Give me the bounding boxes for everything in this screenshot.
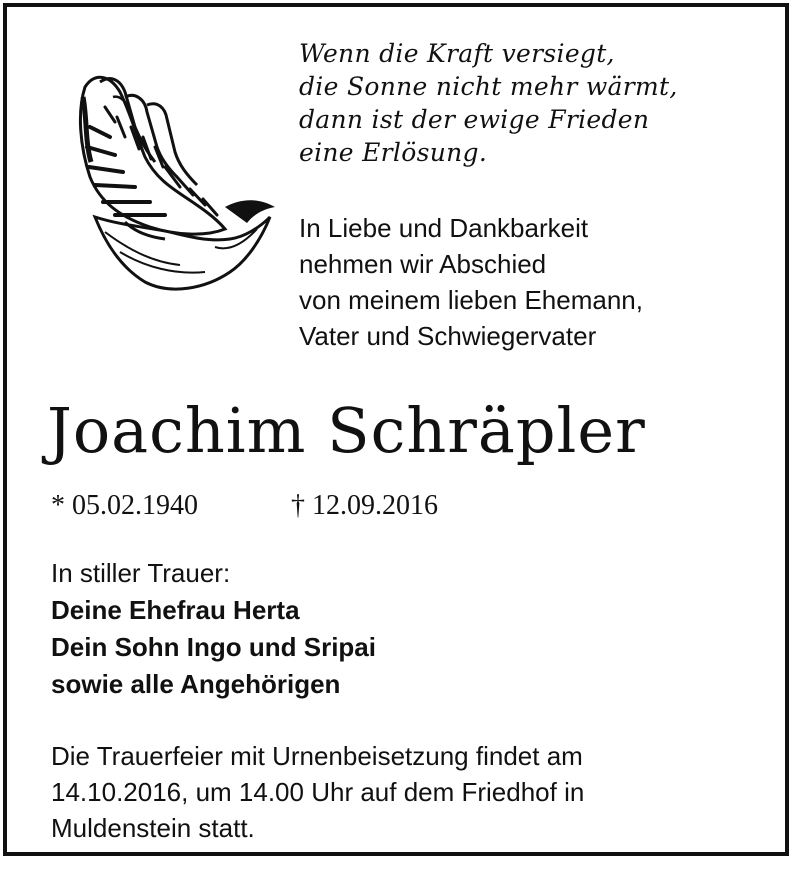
poem xyxy=(299,37,678,169)
farewell-line: nehmen wir Abschied xyxy=(299,249,547,279)
mourner-name: sowie alle Angehörigen xyxy=(51,669,341,699)
farewell-text xyxy=(299,210,643,354)
mourners-intro: In stiller Trauer: xyxy=(51,558,231,588)
farewell-line: In Liebe und Dankbarkeit xyxy=(299,213,589,243)
farewell-line: von meinem lieben Ehemann, xyxy=(299,285,643,315)
birth-date: * 05.02.1940 xyxy=(51,490,198,521)
life-dates xyxy=(51,489,438,523)
death-date: † 12.09.2016 xyxy=(291,490,438,521)
mourner-name: Dein Sohn Ingo und Sripai xyxy=(51,632,376,662)
poem-line: eine Erlösung. xyxy=(299,138,488,167)
funeral-service-info xyxy=(51,738,584,846)
poem-line: die Sonne nicht mehr wärmt, xyxy=(299,72,678,101)
poem-line: dann ist der ewige Frieden xyxy=(299,105,650,134)
poem-line: Wenn die Kraft versiegt, xyxy=(299,39,615,68)
service-line: Muldenstein statt. xyxy=(51,813,255,843)
deceased-name: Joachim Schräpler xyxy=(47,394,646,467)
mourner-name: Deine Ehefrau Herta xyxy=(51,595,300,625)
obituary-frame xyxy=(3,3,789,856)
service-line: 14.10.2016, um 14.00 Uhr auf dem Friedhof in xyxy=(51,777,585,807)
service-line: Die Trauerfeier mit Urnenbeisetzung findet am xyxy=(51,741,583,771)
farewell-line: Vater und Schwiegervater xyxy=(299,321,597,351)
mourners xyxy=(51,555,376,703)
praying-hands-icon xyxy=(65,67,285,297)
